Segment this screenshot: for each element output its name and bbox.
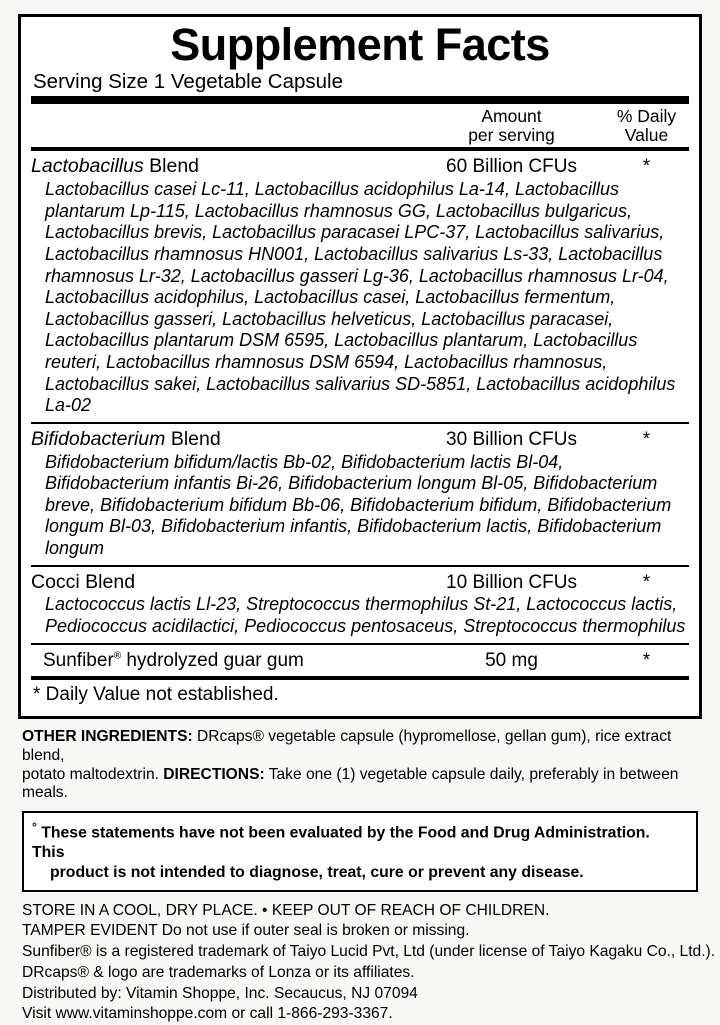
fda-disclaimer-line2: product is not intended to diagnose, treat, cure or prevent any disease. [50,863,584,881]
nutrient-name [31,571,419,593]
nutrient-amount: 10 Billion CFUs [446,571,577,593]
dv-header-line1: % Daily [616,105,677,126]
amount-header-line2: per serving [468,124,555,145]
nutrient-name-italic: Lactobacillus [31,155,144,178]
footer-line: Visit www.vitaminshoppe.com or call 1-866-293-3367. [22,1005,393,1023]
amount-header [419,107,604,145]
divider-thick-top [31,96,689,104]
sunfiber-amount: 50 mg [485,649,538,671]
nutrient-row [31,151,689,421]
footer-line: TAMPER EVIDENT Do not use if outer seal is broken or missing. [22,922,470,940]
column-headers [31,104,689,148]
nutrient-name-rest: Cocci Blend [31,570,136,593]
nutrient-amount: 30 Billion CFUs [446,428,577,450]
nutrient-row [31,567,689,643]
nutrient-daily-value: * [642,571,651,593]
nutrient-daily-value: * [642,156,651,178]
panel-title: Supplement Facts [170,19,550,70]
nutrient-name-rest: Blend [143,155,200,178]
footer-info [22,901,716,1025]
nutrient-row-header [31,428,689,451]
footer-line: Distributed by: Vitamin Shoppe, Inc. Secaucus, NJ 07094 [22,984,418,1002]
amount-header-line1: Amount [481,105,542,126]
daily-value-footnote: * Daily Value not established. [33,684,279,706]
footer-line: DRcaps® & logo are trademarks of Lonza or its affiliates. [22,963,415,981]
other-ingredients-line2: potato maltodextrin. DIRECTIONS: Take one (1) vegetable capsule daily, preferably in between meals. [22,765,679,802]
nutrient-row-sunfiber [31,645,689,677]
sunfiber-name: Sunfiber® hydrolyzed guar gum [43,649,304,671]
nutrient-row-header [31,155,689,178]
nutrient-amount: 60 Billion CFUs [446,156,577,178]
other-ingredients-block [22,728,700,803]
nutrient-name [31,428,419,450]
nutrient-strains: Lactococcus lactis Ll-23, Streptococcus thermophilus St-21, Lactococcus lactis, Pediococcus acidilactici, Pediococcus pentosaceus, Streptococcus thermophilus [45,594,686,637]
supplement-facts-panel [18,14,702,719]
nutrient-name-rest: Blend [165,427,221,450]
nutrient-name-italic: Bifidobacterium [31,427,166,450]
nutrient-row-header [31,571,689,594]
fda-disclaimer-line1: These statements have not been evaluated by the Food and Drug Administration. This [32,824,650,862]
nutrient-name [31,155,419,177]
dv-header-line2: Value [624,124,669,145]
registered-mark-icon: ® [113,650,122,662]
serving-size: Serving Size 1 Vegetable Capsule [33,70,343,94]
nutrient-daily-value: * [642,428,651,450]
daily-value-header [604,107,689,145]
nutrient-strains: Bifidobacterium bifidum/lactis Bb-02, Bifidobacterium lactis Bl-04, Bifidobacterium infantis Bi-26, Bifidobacterium longum Bl-05, Bifidobacterium breve, Bifidobacterium bifidum Bb-06, Bifidobacterium bifidum, Bifidobacterium longum Bl-03, Bifidobacterium infantis, Bifidobacterium lactis, Bifidobacterium longum [45,451,672,558]
footer-line: Sunfiber® is a registered trademark of Taiyo Lucid Pvt, Ltd (under license of Taiyo Kagaku Co., Ltd.). [22,943,716,961]
nutrient-strains: Lactobacillus casei Lc-11, Lactobacillus acidophilus La-14, Lactobacillus plantarum Lp-115, Lactobacillus rhamnosus GG, Lactobacillus bulgaricus, Lactobacillus brevis, Lactobacillus paracasei LPC-37, Lactobacillus salivarius, Lactobacillus rhamnosus HN001, Lactobacillus salivarius Ls-33, Lactobacillus rhamnosus Lr-32, Lactobacillus gasseri Lg-36, Lactobacillus rhamnosus Lr-04, Lactobacillus acidophilus, Lactobacillus casei, Lactobacillus fermentum, Lactobacillus gasseri, Lactobacillus helveticus, Lactobacillus paracasei, Lactobacillus plantarum DSM 6595, Lactobacillus plantarum, Lactobacillus reuteri, Lactobacillus rhamnosus DSM 6594, Lactobacillus rhamnosus, Lactobacillus sakei, Lactobacillus salivarius SD-5851, Lactobacillus acidophilus La-02 [45,179,676,416]
degree-mark-icon: ° [32,820,37,835]
other-ingredients-line1: OTHER INGREDIENTS: DRcaps® vegetable capsule (hypromellose, gellan gum), rice extract blend, [22,728,672,764]
nutrient-row [31,424,689,565]
fda-disclaimer-box [22,811,698,891]
sunfiber-daily-value: * [642,649,651,671]
footer-line: STORE IN A COOL, DRY PLACE. • KEEP OUT OF REACH OF CHILDREN. [22,901,550,919]
